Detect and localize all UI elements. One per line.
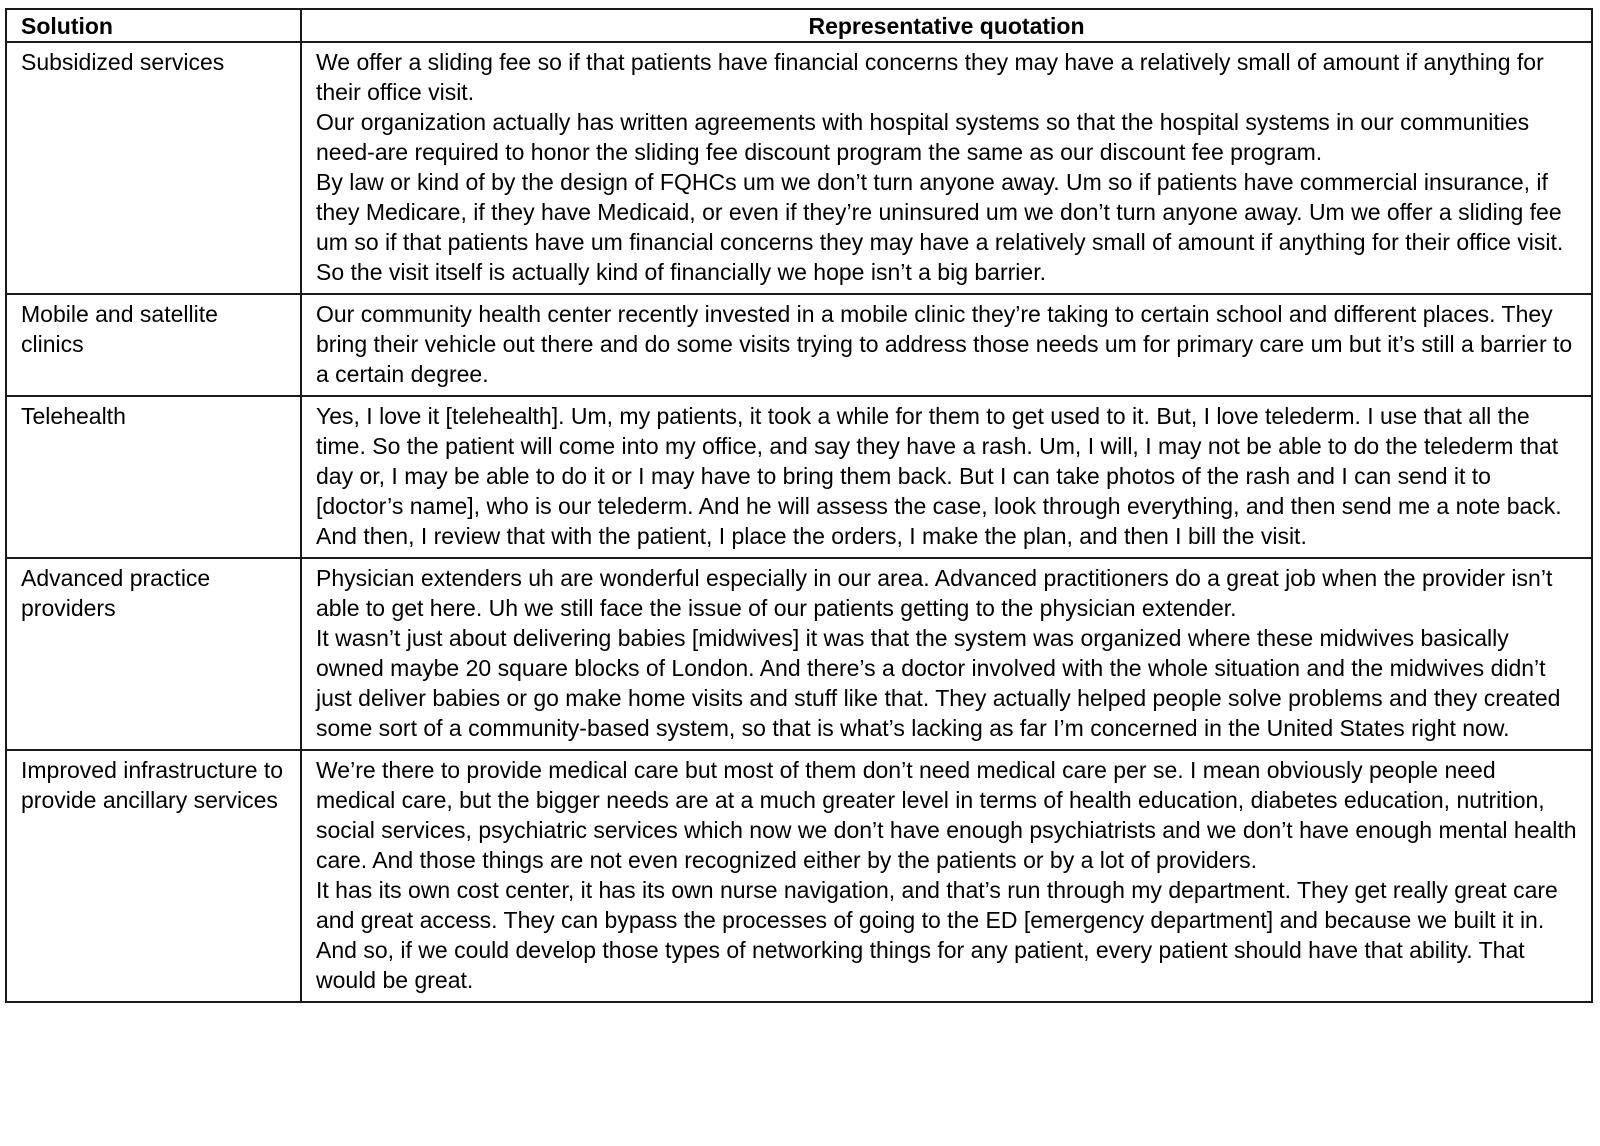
quotation-cell <box>301 294 1592 396</box>
solution-cell: Mobile and satellite clinics <box>6 294 301 396</box>
quote-text: Our community health center recently invested in a mobile clinic they’re taking to certain school and different places. They bring their vehicle out there and do some visits trying to address those needs um for primary care um but it’s still a barrier to a certain degree. <box>316 301 1573 387</box>
table-row <box>6 750 1592 1002</box>
quote-text: It wasn’t just about delivering babies [midwives] it was that the system was organized where these midwives basically owned maybe 20 square blocks of London. And there’s a doctor involved with the whole situation and the midwives didn’t just deliver babies or go make home visits and stuff like that. They actually helped people solve problems and they created some sort of a community-based system, so that is what’s lacking as far I’m concerned in the United States right now. <box>316 625 1561 741</box>
quote-text: Physician extenders uh are wonderful especially in our area. Advanced practitioners do a great job when the provider isn’t able to get here. Uh we still face the issue of our patients getting to the physician extender. <box>316 565 1553 621</box>
solution-cell: Subsidized services <box>6 42 301 294</box>
table-row <box>6 294 1592 396</box>
solution-cell: Advanced practice providers <box>6 558 301 750</box>
table-row <box>6 558 1592 750</box>
table-row <box>6 42 1592 294</box>
header-row <box>6 9 1592 42</box>
solutions-quotations-table <box>5 8 1593 1003</box>
quotation-cell <box>301 396 1592 558</box>
quote-text: Our organization actually has written agreements with hospital systems so that the hospital systems in our communities need-are required to honor the sliding fee discount program the same as our discount fee program. <box>316 109 1530 165</box>
header-representative-quotation: Representative quotation <box>301 9 1592 42</box>
quote-text: It has its own cost center, it has its own nurse navigation, and that’s run through my department. They get really great care and great access. They can bypass the processes of going to the ED [emergency department] and because we built it in. And so, if we could develop those types of networking things for any patient, every patient should have that ability. That would be great. <box>316 877 1558 993</box>
quotation-cell <box>301 750 1592 1002</box>
quote-text: Yes, I love it [telehealth]. Um, my patients, it took a while for them to get used to it. But, I love telederm. I use that all the time. So the patient will come into my office, and say they have a rash. Um, I will, I may not be able to do the telederm that day or, I may be able to do it or I may have to bring them back. But I can take photos of the rash and I can send it to [doctor’s name], who is our telederm. And he will assess the case, look through everything, and then send me a note back. And then, I review that with the patient, I place the orders, I make the plan, and then I bill the visit. <box>316 403 1562 549</box>
table-row <box>6 396 1592 558</box>
solution-cell: Improved infrastructure to provide ancillary services <box>6 750 301 1002</box>
quote-text: We’re there to provide medical care but most of them don’t need medical care per se. I mean obviously people need medical care, but the bigger needs are at a much greater level in terms of health education, diabetes education, nutrition, social services, psychiatric services which now we don’t have enough psychiatrists and we don’t have enough mental health care. And those things are not even recognized either by the patients or by a lot of providers. <box>316 757 1577 873</box>
quotation-cell <box>301 558 1592 750</box>
quotation-cell <box>301 42 1592 294</box>
header-solution: Solution <box>6 9 301 42</box>
quote-text: By law or kind of by the design of FQHCs um we don’t turn anyone away. Um so if patients have commercial insurance, if they Medicare, if they have Medicaid, or even if they’re uninsured um we don’t turn anyone away. Um we offer a sliding fee um so if that patients have um financial concerns they may have a relatively small of amount if anything for their office visit. So the visit itself is actually kind of financially we hope isn’t a big barrier. <box>316 169 1564 285</box>
solution-cell: Telehealth <box>6 396 301 558</box>
quote-text: We offer a sliding fee so if that patients have financial concerns they may have a relatively small of amount if anything for their office visit. <box>316 49 1544 105</box>
